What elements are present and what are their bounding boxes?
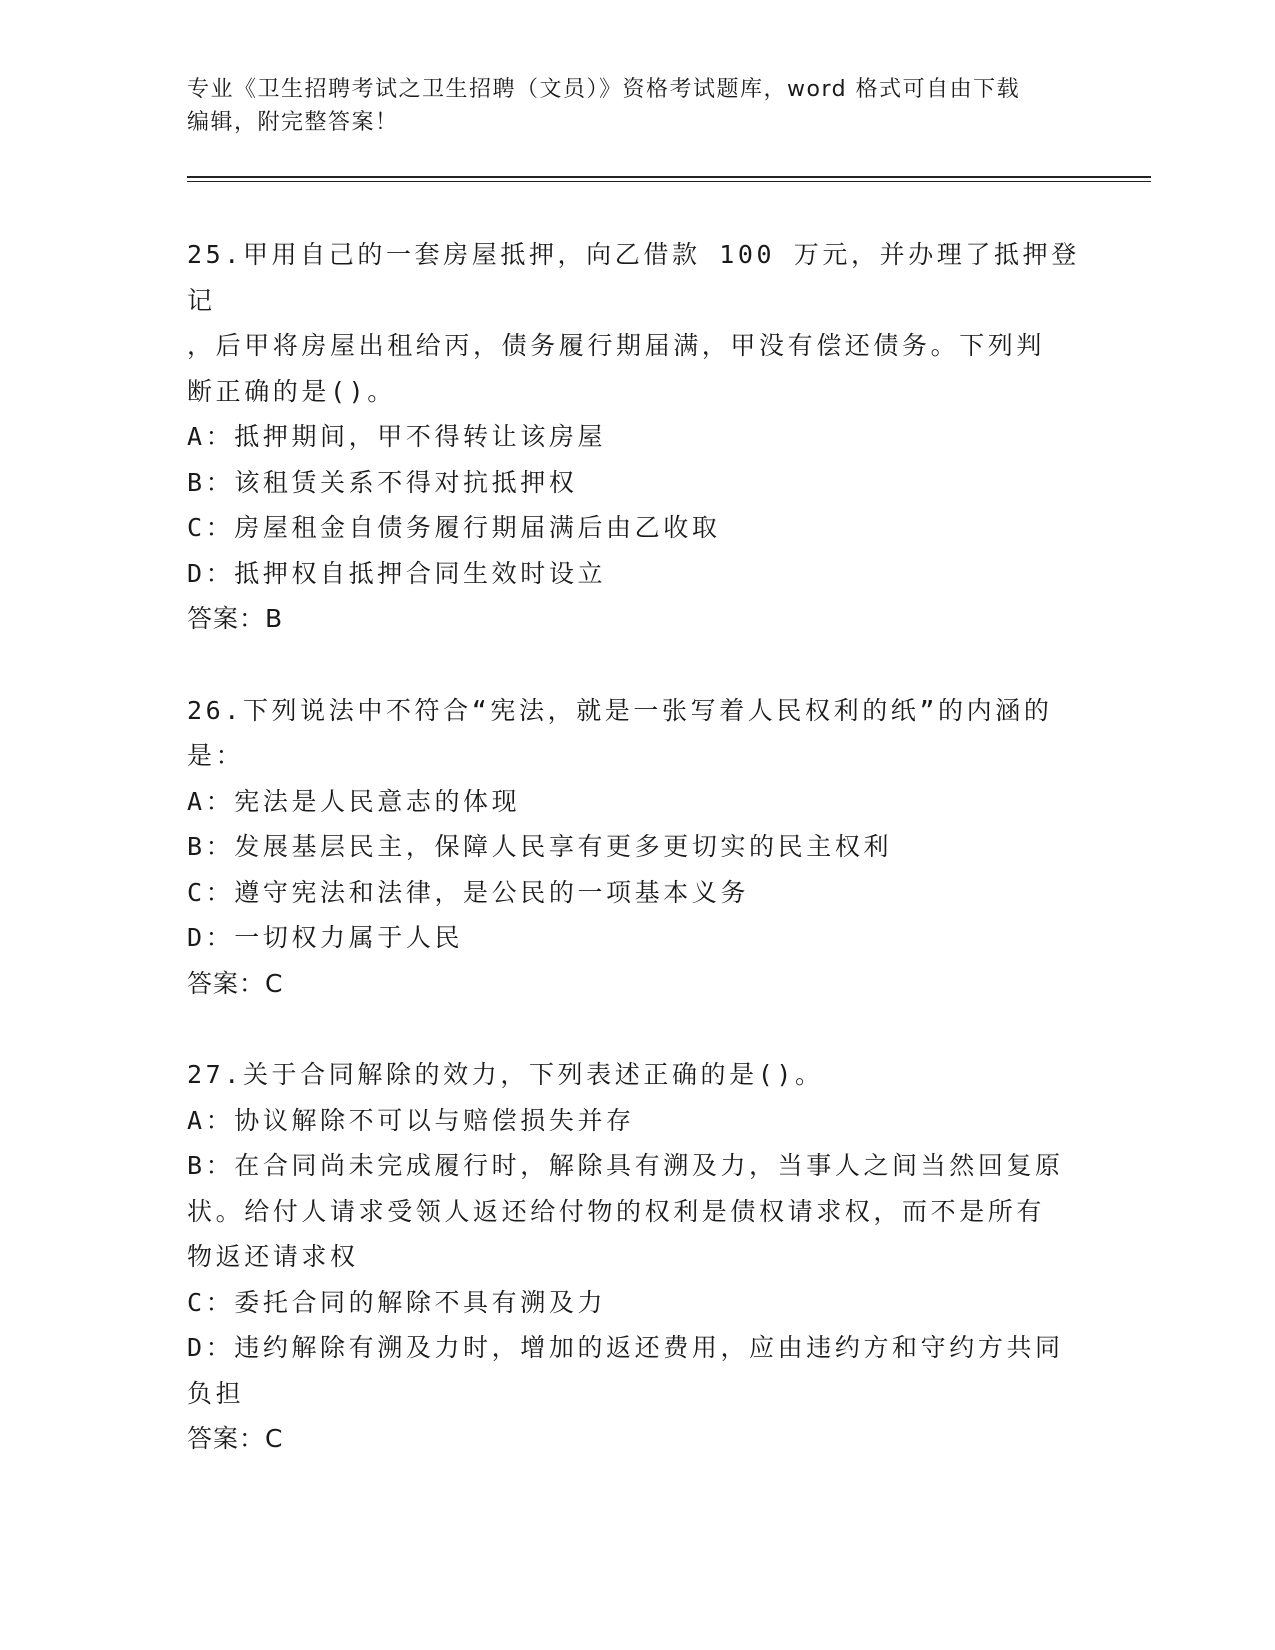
header-divider-thin [187,181,1151,182]
question-stem [187,232,1087,414]
answer-option-line: 物返还请求权 [187,1242,359,1271]
question-item [187,1052,1087,1462]
question-list [187,232,1087,1508]
answer-key: 答案：C [187,968,284,998]
answer-option-line: C：委托合同的解除不具有溯及力 [187,1287,607,1317]
question-stem [187,1052,1087,1098]
answer-option-line: A：抵押期间，甲不得转让该房屋 [187,422,607,451]
answer-option [187,551,1087,597]
question-item [187,232,1087,642]
answer-option-line: D：一切权力属于人民 [187,923,464,952]
document-header [187,73,1067,139]
answer-option-line: B：在合同尚未完成履行时，解除具有溯及力，当事人之间当然回复原 [187,1151,1064,1180]
answer-option-line: 负担 [187,1378,245,1408]
answer-option [187,505,1087,551]
answer-option-line: C：遵守宪法和法律，是公民的一项基本义务 [187,877,750,907]
answer-option [187,414,1087,460]
question-stem [187,688,1087,779]
header-divider-thick [187,176,1151,178]
answer-option [187,1280,1087,1326]
answer-option-line: 状。给付人请求受领人返还给付物的权利是债权请求权，而不是所有 [187,1196,1046,1226]
question-item [187,688,1087,1007]
answer-option [187,1325,1087,1416]
answer-option [187,1098,1087,1144]
header-line-1: 专业《卫生招聘考试之卫生招聘（文员）》资格考试题库，word 格式可自由下载 [187,77,1021,102]
answer-key: 答案：B [187,604,284,633]
answer-option [187,460,1087,506]
question-stem-line: ，后甲将房屋出租给丙，债务履行期届满，甲没有偿还债务。下列判 [187,331,1046,360]
question-stem-line: 断正确的是()。 [187,376,396,406]
answer-option-line: B：该租赁关系不得对抗抵押权 [187,467,578,497]
answer-option-line: D：违约解除有溯及力时，增加的返还费用，应由违约方和守约方共同 [187,1333,1064,1362]
answer-option [187,870,1087,916]
answer-option [187,915,1087,961]
answer-option-line: B：发展基层民主，保障人民享有更多更切实的民主权利 [187,832,893,861]
answer-option-line: D：抵押权自抵押合同生效时设立 [187,558,607,588]
answer-option-line: A：宪法是人民意志的体现 [187,786,521,816]
answer-option-line: C：房屋租金自债务履行期届满后由乙收取 [187,513,721,542]
question-stem-line: 25.甲用自己的一套房屋抵押，向乙借款 100 万元，并办理了抵押登记 [187,240,1080,315]
question-stem-line: 26.下列说法中不符合“宪法，就是一张写着人民权利的纸”的内涵的 [187,695,1053,725]
question-stem-line: 是： [187,741,245,770]
header-line-2: 编辑，附完整答案！ [187,110,399,135]
answer-option [187,779,1087,825]
answer-option-line: A：协议解除不可以与赔偿损失并存 [187,1105,635,1135]
answer-option [187,1143,1087,1280]
question-stem-line: 27.关于合同解除的效力，下列表述正确的是()。 [187,1060,824,1089]
answer-option [187,824,1087,870]
answer-key: 答案：C [187,1424,284,1453]
